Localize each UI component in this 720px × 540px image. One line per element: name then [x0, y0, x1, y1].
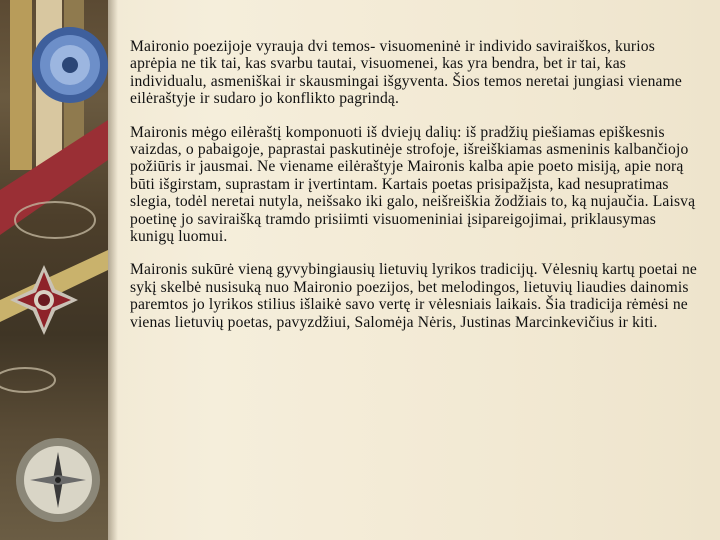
- paragraph-1: Maironio poezijoje vyrauja dvi temos- visuomeninė ir individo saviraiškos, kurios aprėpia ne tik tai, kas svarbu tautai, visuomenei, kas yra bendra, bet ir tai, kas individualu, asmeniškai ir skausmingai išgyventa. Šios temos neretai jungiasi viename eilėraštyje ir sudaro jo konflikto pagrindą.: [130, 38, 682, 108]
- body-text: [130, 38, 702, 347]
- compass-icon: [16, 438, 100, 522]
- strip-shadow: [108, 0, 118, 540]
- decorative-medals-image: [0, 0, 108, 540]
- medals-illustration: [0, 0, 108, 540]
- rosette-icon: [32, 27, 108, 103]
- paragraph-2: Maironis mėgo eilėraštį komponuoti iš dviejų dalių: iš pradžių piešiamas epiškesnis vaizdas, o pabaigoje, paprastai paskutinėje strofoje, išreiškiamas asmeninis kalbančiojo požiūris ir jausmai. Ne viename eilėraštyje Maironis kalba apie poeto misiją, apie norą būti išgirstam, suprastam ir įvertintam. Kartais poetas prisipažįsta, kad nesupratimas slegia, todėl neretai nutyla, neišsako iki galo, neišreiškia žodžiais to, ką nujaučia. Laisvą poetinę jo saviraišką tramdo prisiimti visuomeniniai įsipareigojimai, priklausymas kunigų luomui.: [130, 123, 696, 246]
- paragraph-3: Maironis sukūrė vieną gyvybingiausių lietuvių lyrikos tradicijų. Vėlesnių kartų poetai ne sykį skelbė nusisuką nuo Maironio poezijos, bet melodingos, lietuvių liaudies dainomis paremtos jo lyrikos stilius išlaikė savo vertę ir vėlesniais laikais. Šia tradicija rėmėsi ne vienas lietuvių poetas, pavyzdžiui, Salomėja Nėris, Justinas Marcinkevičius ir kiti.: [130, 261, 697, 331]
